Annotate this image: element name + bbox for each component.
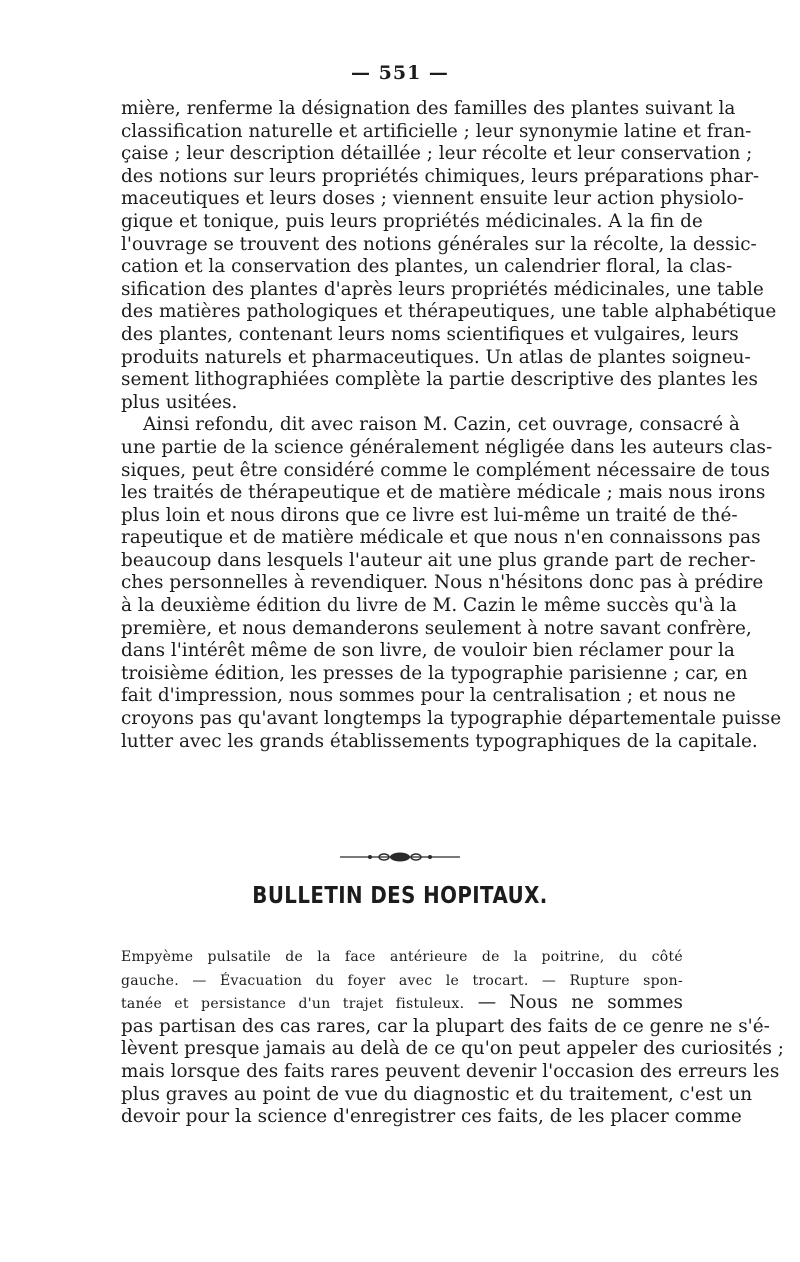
text-line: classification naturelle et artificielle ; leur synonymie latine et fran- [121, 120, 752, 142]
section-title: BULLETIN DES HOPITAUX. [252, 883, 548, 909]
text-line: rapeutique et de matière médicale et que nous n'en connaissons pas [121, 527, 761, 549]
text-line: maceutiques et leurs doses ; viennent ensuite leur action physiolo- [121, 188, 744, 210]
text-line: les traités de thérapeutique et de matière médicale ; mais nous irons [121, 482, 766, 504]
text-line: gique et tonique, puis leurs propriétés médicinales. A la fin de [121, 210, 703, 232]
text-line: cation et la conservation des plantes, un calendrier floral, la clas- [121, 256, 733, 278]
article-text [121, 945, 784, 1129]
text-line: l'ouvrage se trouvent des notions générales sur la récolte, la dessic- [121, 233, 757, 255]
text-line: ches personnelles à revendiquer. Nous n'hésitons donc pas à prédire [121, 572, 764, 594]
text-line: croyons pas qu'avant longtemps la typographie départementale puisse [121, 708, 782, 730]
article-heading-tail: — Nous ne sommes [464, 992, 683, 1014]
text-line: lèvent presque jamais au delà de ce qu'on peut appeler des curiosités ; [121, 1038, 784, 1060]
text-line: à la deuxième édition du livre de M. Cazin le même succès qu'à la [121, 595, 737, 617]
text-line: mière, renferme la désignation des familles des plantes suivant la [121, 98, 736, 119]
text-line: plus usitées. [121, 391, 238, 413]
text-line: troisième édition, les presses de la typographie parisienne ; car, en [121, 662, 748, 684]
section-divider-ornament [340, 850, 460, 864]
text-line: une partie de la science généralement négligée dans les auteurs clas- [121, 436, 773, 458]
text-line: devoir pour la science d'enregistrer ces faits, de les placer comme [121, 1106, 742, 1128]
text-line: première, et nous demanderons seulement à notre savant confrère, [121, 617, 752, 639]
text-line: sification des plantes d'après leurs propriétés médicinales, une table [121, 278, 764, 300]
text-line: siques, peut être considéré comme le complément nécessaire de tous [121, 459, 770, 481]
text-line: çaise ; leur description détaillée ; leur récolte et leur conservation ; [121, 143, 753, 165]
text-line: lutter avec les grands établissements typographiques de la capitale. [121, 730, 758, 752]
text-line: Ainsi refondu, dit avec raison M. Cazin, cet ouvrage, consacré à [143, 414, 740, 436]
page-number: — 551 — [351, 62, 449, 84]
text-line: mais lorsque des faits rares peuvent devenir l'occasion des erreurs les [121, 1060, 780, 1082]
article-heading-line: tanée et persistance d'un trajet fistuleux. — Nous ne sommes [121, 992, 683, 1014]
text-line: sement lithographiées complète la partie descriptive des plantes les [121, 369, 758, 391]
article-heading-line: Empyème pulsatile de la face antérieure de la poitrine, du côté [121, 949, 683, 965]
text-line: pas partisan des cas rares, car la plupart des faits de ce genre ne s'é- [121, 1015, 770, 1037]
text-line: beaucoup dans lesquels l'auteur ait une plus grande part de recher- [121, 549, 756, 571]
text-line: des plantes, contenant leurs noms scientifiques et vulgaires, leurs [121, 323, 739, 345]
text-line: des matières pathologiques et thérapeutiques, une table alphabétique [121, 301, 777, 323]
article-heading-line: gauche. — Évacuation du foyer avec le trocart. — Rupture spon- [121, 972, 683, 989]
text-line: plus graves au point de vue du diagnostic et du traitement, c'est un [121, 1083, 753, 1105]
text-line: des notions sur leurs propriétés chimiques, leurs préparations phar- [121, 165, 760, 187]
text-line: produits naturels et pharmaceutiques. Un atlas de plantes soigneu- [121, 346, 751, 368]
review-text [121, 98, 782, 753]
text-line: dans l'intérêt même de son livre, de vouloir bien réclamer pour la [121, 640, 735, 662]
text-line: fait d'impression, nous sommes pour la centralisation ; et nous ne [121, 685, 736, 707]
text-line: plus loin et nous dirons que ce livre est lui-même un traité de thé- [121, 504, 738, 526]
